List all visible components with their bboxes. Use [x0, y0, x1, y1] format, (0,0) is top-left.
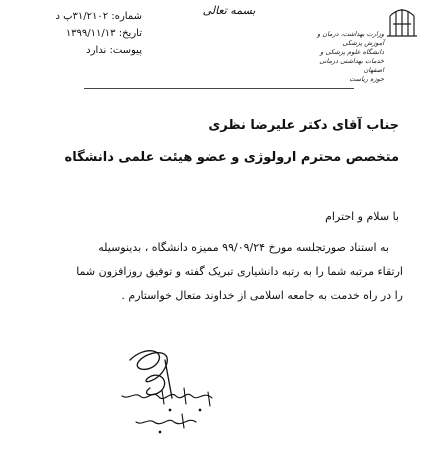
org-line-ministry: وزارت بهداشت، درمان و آموزش پزشکی — [317, 30, 384, 47]
letter-attachment-label: پیوست: — [109, 45, 142, 56]
recipient-title: متخصص محترم ارولوژی و عضو هیئت علمی دانشگاه — [64, 150, 399, 165]
letter-line: ارتقاء مرتبه شما را به رتبه دانشیاری تبریک گفته و توفیق روزافزون شما — [76, 265, 403, 278]
signatory-name-handwriting — [112, 382, 222, 442]
bismillah-heading: بسمه تعالی — [202, 4, 256, 17]
organization-name — [300, 30, 384, 84]
letter-number-value: ۳۱/۲۱۰۲پ د — [55, 11, 109, 22]
letter-date-row — [22, 25, 142, 42]
letter-greeting: با سلام و احترام — [325, 210, 399, 223]
letter-reference — [22, 8, 142, 59]
letter-date-value: ۱۳۹۹/۱۱/۱۳ — [65, 28, 116, 39]
org-line-university: دانشگاه علوم پزشکی و خدمات بهداشتی درمانی اصفهان — [319, 48, 384, 74]
org-line-office: حوزه ریاست — [349, 75, 384, 83]
letter-body — [23, 236, 403, 308]
letter-date-label: تاریخ: — [118, 28, 142, 39]
letter-attachment-row — [22, 42, 142, 59]
recipient-name: جناب آقای دکتر علیرضا نظری — [208, 118, 399, 133]
letter-line: را در راه خدمت به جامعه اسلامی از خداوند متعال خواستارم . — [121, 289, 403, 302]
letter-line: به استناد صورتجلسه مورخ ۹۹/۰۹/۲۴ ممیزه دانشگاه ، بدینوسیله — [98, 241, 389, 254]
letter-number-label: شماره: — [111, 11, 142, 22]
letter-attachment-value: ندارد — [86, 45, 107, 56]
university-logo — [384, 6, 420, 40]
letter-number-row — [22, 8, 142, 25]
header-divider — [84, 88, 354, 89]
